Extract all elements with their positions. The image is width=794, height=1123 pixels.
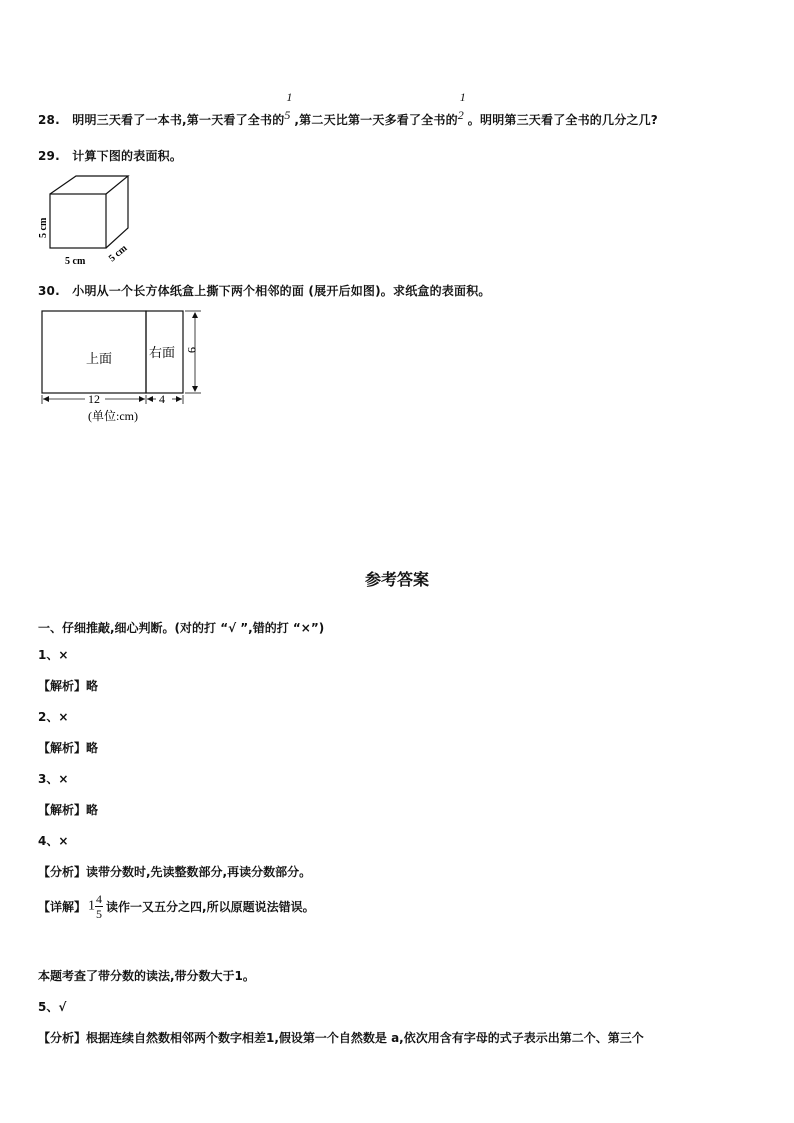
question-text-a: 明明三天看了一本书,第一天看了全书的 <box>72 113 285 127</box>
answer-4: 4、× <box>38 834 69 848</box>
fraction-numerator: 1 <box>286 90 293 104</box>
question-30 <box>38 282 491 299</box>
length-dimension-label: 12 <box>88 392 100 406</box>
question-text-b: ,第二天比第一天多看了全书的 <box>294 113 458 127</box>
question-number: 29. <box>38 149 60 163</box>
answer-2-explanation: 【解析】略 <box>38 741 99 755</box>
answers-section-1-heading: 一、仔细推敲,细心判断。(对的打 “√ ”,错的打 “×”) <box>38 621 325 635</box>
mixed-number <box>88 893 103 920</box>
box-net-figure <box>30 305 210 430</box>
cube-front-face <box>50 194 106 248</box>
answer-5: 5、√ <box>38 1000 67 1014</box>
answer-4-summary: 本题考查了带分数的读法,带分数大于1。 <box>38 969 255 983</box>
answer-3: 3、× <box>38 772 69 786</box>
answer-4-detail <box>38 893 315 920</box>
question-number: 28. <box>38 113 60 127</box>
detail-prefix: 【详解】 <box>38 900 87 914</box>
fraction-denominator: 2 <box>457 108 464 122</box>
question-number: 30. <box>38 284 60 298</box>
width-dimension-label: 4 <box>159 392 165 406</box>
answer-2: 2、× <box>38 710 69 724</box>
cube-figure <box>30 170 150 270</box>
question-29 <box>38 147 182 164</box>
cube-top-face <box>50 176 128 194</box>
answer-4-analysis: 【分析】读带分数时,先读整数部分,再读分数部分。 <box>38 865 312 879</box>
fraction-denominator: 5 <box>284 108 291 122</box>
question-text: 计算下图的表面积。 <box>72 149 183 163</box>
mixed-whole: 1 <box>88 898 96 914</box>
answer-3-explanation: 【解析】略 <box>38 803 99 817</box>
question-text-c: 。明明第三天看了全书的几分之几? <box>467 113 658 127</box>
cube-depth-label: 5 cm <box>106 242 130 265</box>
question-28 <box>38 90 658 128</box>
mixed-numerator: 4 <box>96 892 103 906</box>
answer-1-explanation: 【解析】略 <box>38 679 99 693</box>
question-text: 小明从一个长方体纸盒上撕下两个相邻的面 (展开后如图)。求纸盒的表面积。 <box>72 284 491 298</box>
fraction-numerator: 1 <box>459 90 466 104</box>
answers-title: 参考答案 <box>364 570 429 589</box>
cube-height-label: 5 cm <box>38 217 49 238</box>
unit-label: (单位:cm) <box>88 409 138 423</box>
height-dimension-label: 9 <box>185 347 199 353</box>
detail-suffix: 读作一又五分之四,所以原题说法错误。 <box>106 900 315 914</box>
cube-width-label: 5 cm <box>65 256 86 267</box>
answer-5-analysis: 【分析】根据连续自然数相邻两个数字相差1,假设第一个自然数是 a,依次用含有字母的式子表示出第二个、第三个 <box>38 1031 644 1045</box>
fraction-1-5 <box>284 90 294 124</box>
cube-right-face <box>106 176 128 248</box>
net-top-label: 上面 <box>86 351 113 366</box>
fraction-1-2 <box>457 90 468 124</box>
answer-1: 1、× <box>38 648 69 662</box>
net-right-label: 右面 <box>149 345 176 360</box>
mixed-denominator: 5 <box>96 907 103 921</box>
